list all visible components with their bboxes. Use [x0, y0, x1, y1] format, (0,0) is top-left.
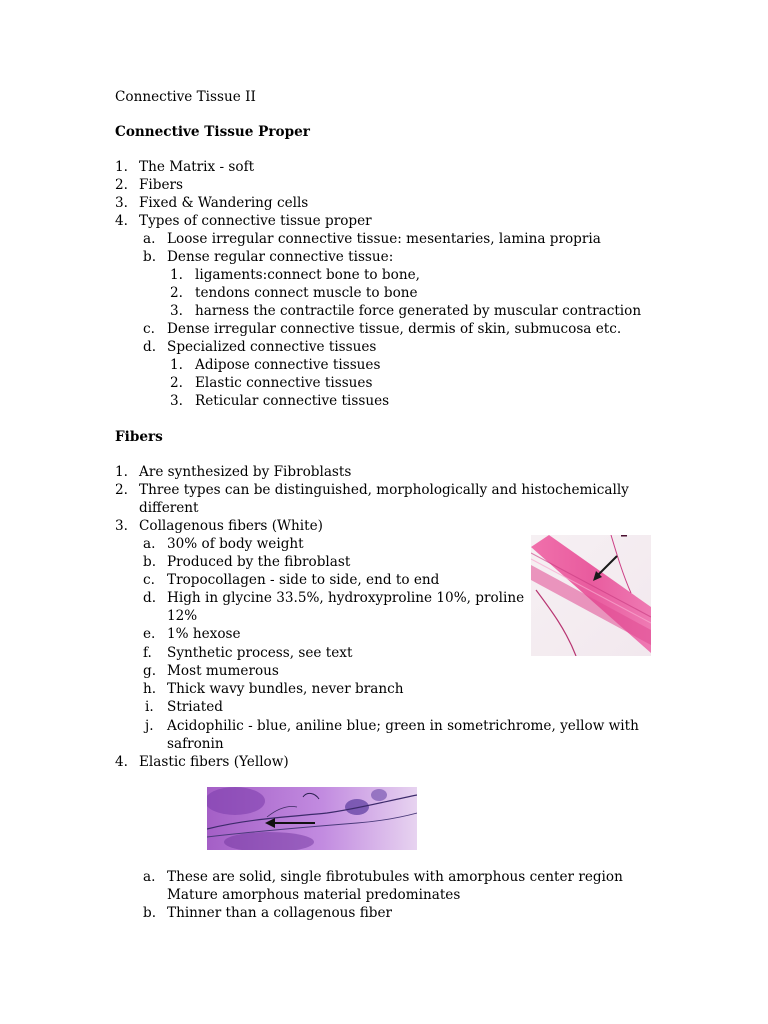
list-item-continuation: different	[139, 500, 199, 516]
list-item: ligaments:connect bone to bone,	[195, 267, 420, 283]
list-item: Reticular connective tissues	[195, 393, 390, 409]
list-item: Are synthesized by Fibroblasts	[139, 464, 352, 480]
list-marker: 4.	[115, 754, 128, 770]
list-item: Most mumerous	[167, 663, 279, 679]
elastic-fiber-micrograph	[207, 787, 417, 850]
section-heading-connective-tissue-proper: Connective Tissue Proper	[115, 124, 310, 140]
list-item: Striated	[167, 699, 223, 715]
list-item: Produced by the fibroblast	[167, 554, 351, 570]
list-marker: a.	[143, 231, 156, 247]
list-marker: f.	[143, 645, 152, 661]
list-marker: 2.	[170, 375, 183, 391]
list-item: Acidophilic - blue, aniline blue; green in sometrichrome, yellow with	[167, 718, 639, 734]
doc-title: Connective Tissue II	[115, 89, 256, 105]
list-marker: c.	[143, 572, 155, 588]
list-item: Dense irregular connective tissue, dermis of skin, submucosa etc.	[167, 321, 622, 337]
list-marker: e.	[143, 626, 156, 642]
list-marker: 3.	[115, 195, 128, 211]
list-item: Loose irregular connective tissue: mesentaries, lamina propria	[167, 231, 601, 247]
list-item: 30% of body weight	[167, 536, 304, 552]
list-marker: 3.	[115, 518, 128, 534]
list-item: Thinner than a collagenous fiber	[167, 905, 393, 921]
list-item: Synthetic process, see text	[167, 645, 353, 661]
collagen-fiber-image	[531, 535, 651, 656]
list-marker: 4.	[115, 213, 128, 229]
list-item: These are solid, single fibrotubules with amorphous center region	[167, 869, 623, 885]
list-item: Thick wavy bundles, never branch	[167, 681, 404, 697]
list-item-continuation: safronin	[167, 736, 224, 752]
section-heading-fibers: Fibers	[115, 429, 163, 445]
list-marker: d.	[143, 339, 157, 355]
list-marker: 1.	[170, 357, 183, 373]
list-marker: 1.	[115, 159, 128, 175]
list-item: Tropocollagen - side to side, end to end	[167, 572, 440, 588]
list-marker: h.	[143, 681, 157, 697]
list-item: Fixed & Wandering cells	[139, 195, 309, 211]
list-marker: g.	[143, 663, 157, 679]
list-marker: a.	[143, 869, 156, 885]
list-marker: b.	[143, 249, 157, 265]
list-item: Fibers	[139, 177, 184, 193]
list-marker: b.	[143, 905, 157, 921]
list-marker: b.	[143, 554, 157, 570]
list-item: Collagenous fibers (White)	[139, 518, 323, 534]
list-marker: j.	[145, 718, 154, 734]
list-item: High in glycine 33.5%, hydroxyproline 10%, proline	[167, 590, 525, 606]
list-item: Types of connective tissue proper	[139, 213, 372, 229]
list-marker: 1.	[170, 267, 183, 283]
list-item: 1% hexose	[167, 626, 241, 642]
list-marker: 2.	[170, 285, 183, 301]
elastic-fiber-image	[207, 787, 417, 850]
list-item: Three types can be distinguished, morphologically and histochemically	[139, 482, 629, 498]
list-item: Dense regular connective tissue:	[167, 249, 394, 265]
list-item: The Matrix - soft	[139, 159, 255, 175]
list-item: harness the contractile force generated by muscular contraction	[195, 303, 642, 319]
list-item: Elastic connective tissues	[195, 375, 373, 391]
list-item-continuation: Mature amorphous material predominates	[167, 887, 461, 903]
list-item: tendons connect muscle to bone	[195, 285, 418, 301]
list-item-continuation: 12%	[167, 608, 198, 624]
list-item: Specialized connective tissues	[167, 339, 377, 355]
list-marker: 2.	[115, 482, 128, 498]
list-marker: a.	[143, 536, 156, 552]
list-item: Elastic fibers (Yellow)	[139, 754, 289, 770]
list-marker: 3.	[170, 303, 183, 319]
collagen-fiber-micrograph	[531, 535, 651, 656]
list-marker: 3.	[170, 393, 183, 409]
list-marker: c.	[143, 321, 155, 337]
list-marker: d.	[143, 590, 157, 606]
list-item: Adipose connective tissues	[195, 357, 381, 373]
list-marker: 1.	[115, 464, 128, 480]
list-marker: i.	[145, 699, 154, 715]
list-marker: 2.	[115, 177, 128, 193]
